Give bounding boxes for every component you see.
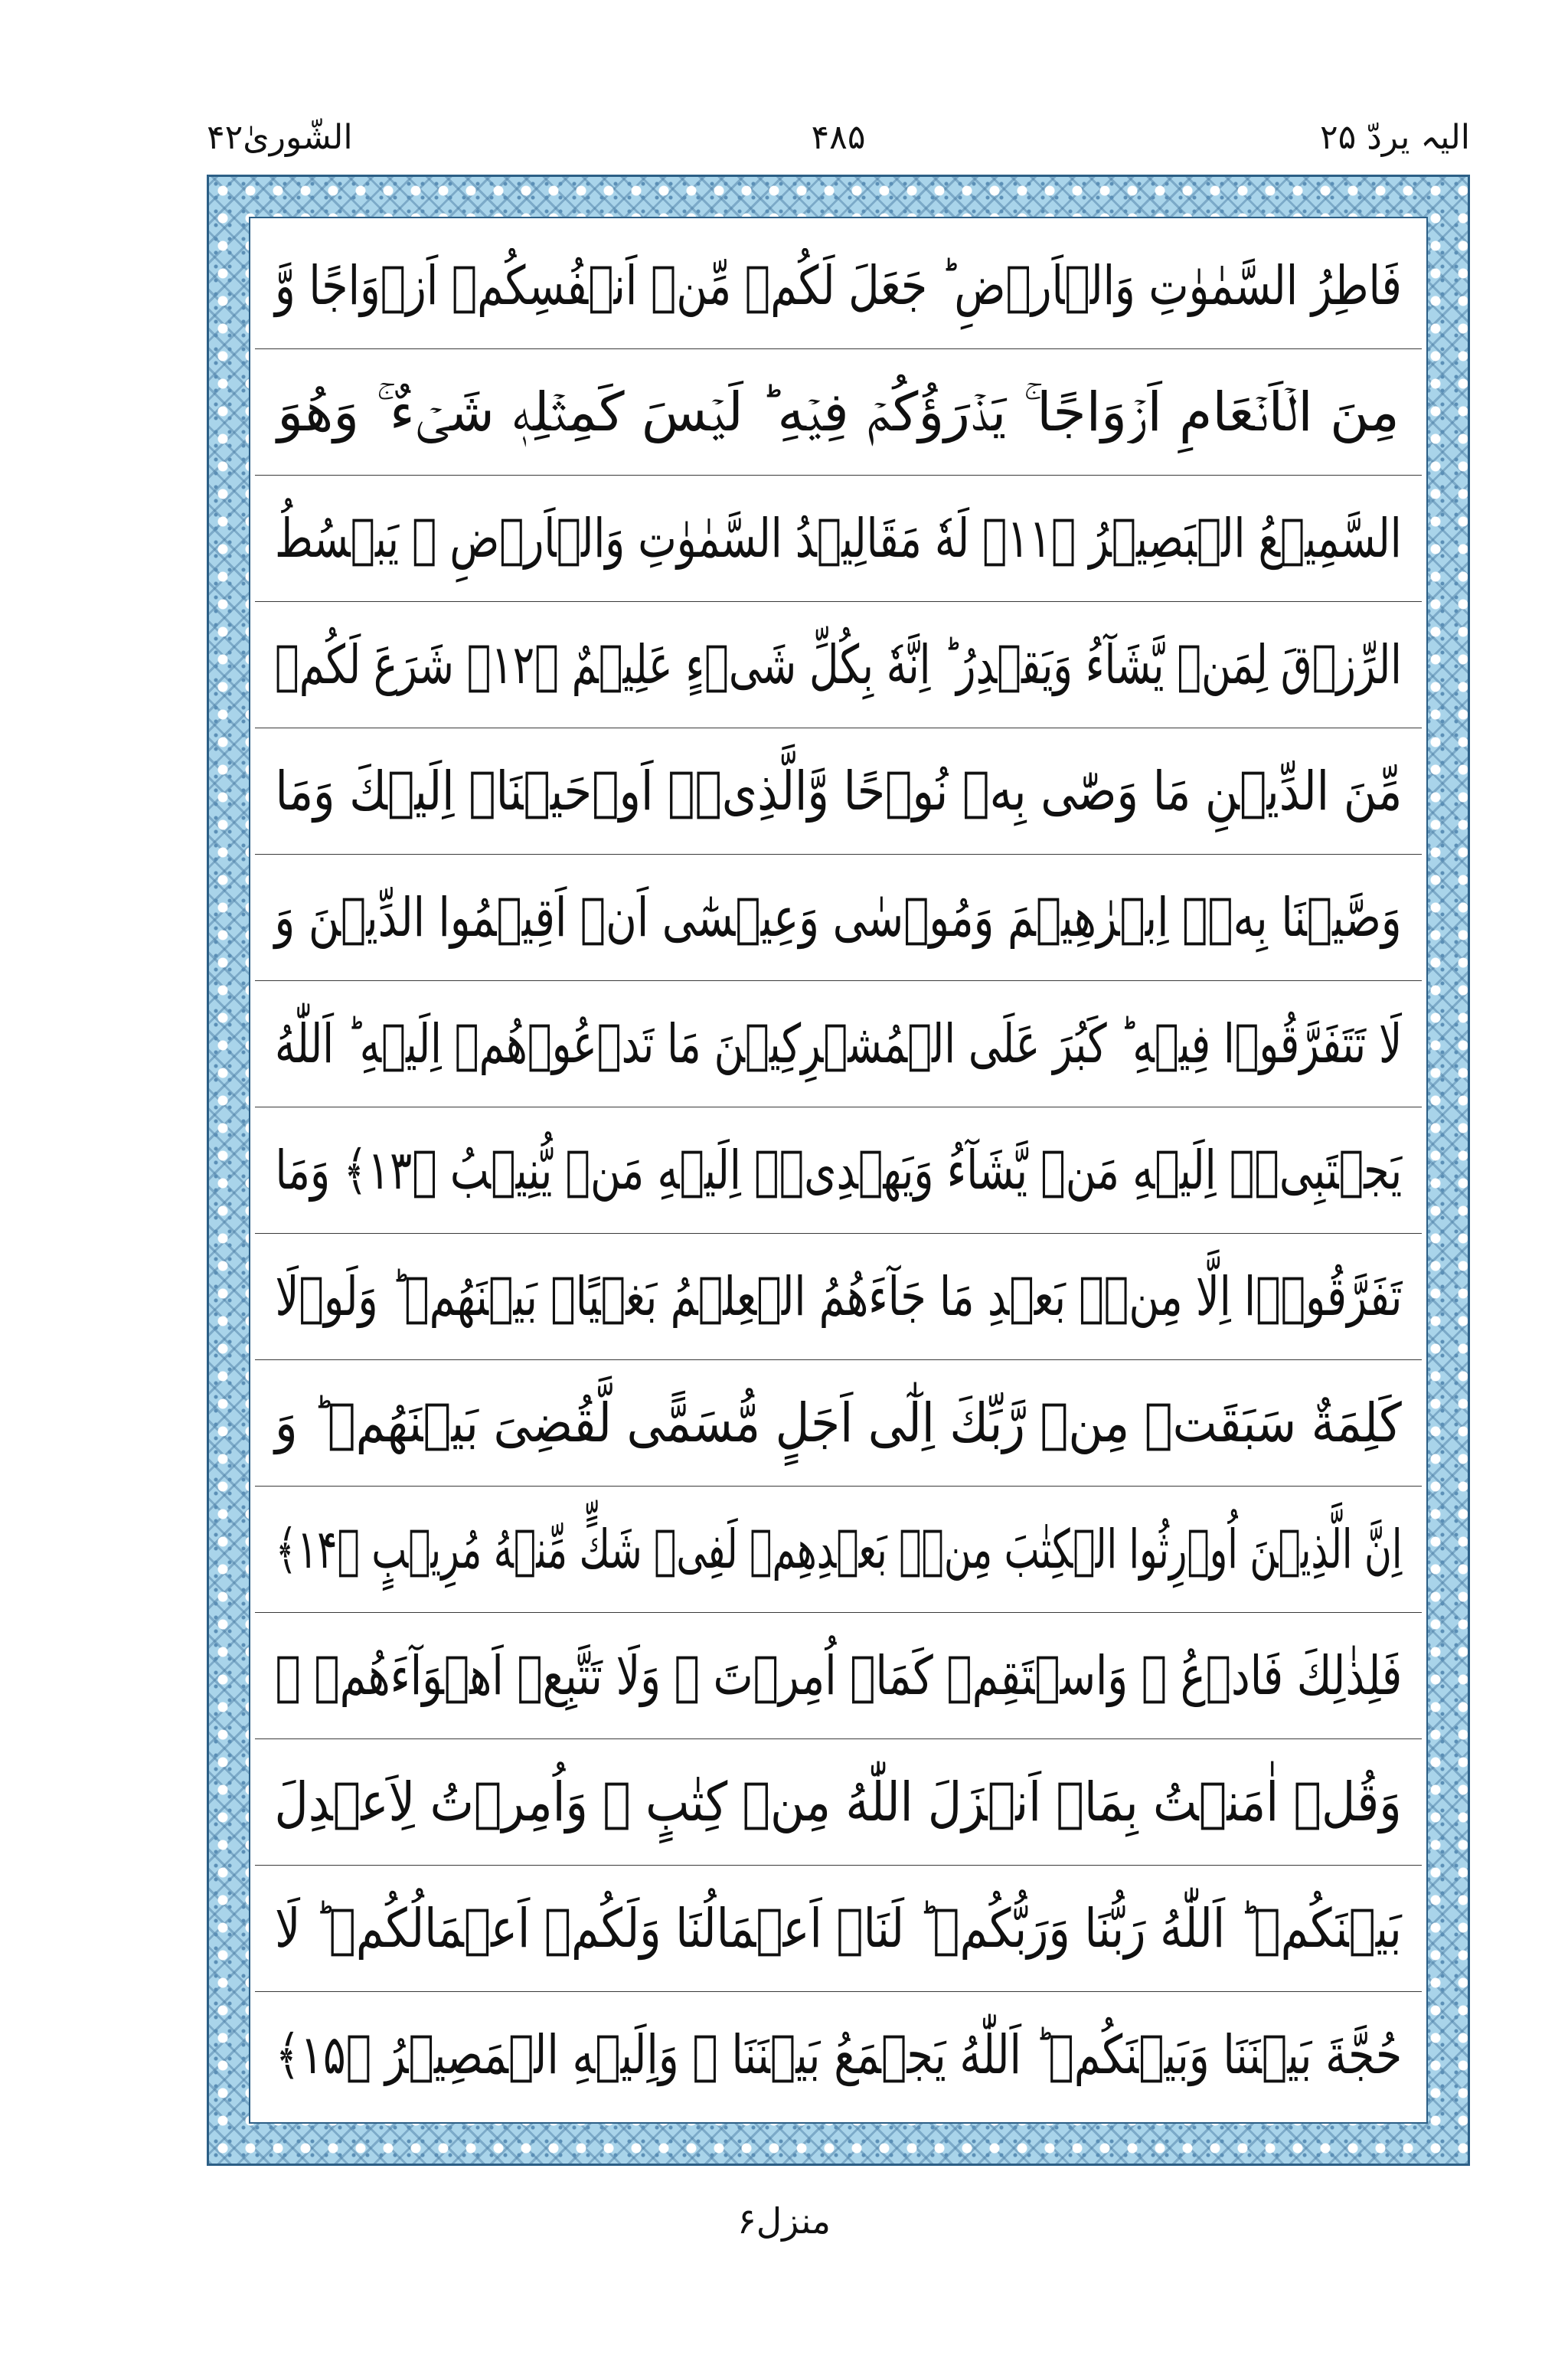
verse-line-10	[255, 1360, 1422, 1487]
verse-line-text: لَا تَتَفَرَّقُوۡا فِيۡهِ ؕ كَبُرَ عَلَى الۡمُشۡرِكِيۡنَ مَا تَدۡعُوۡهُمۡ اِلَيۡهِ ؕ اَللّٰهُ	[274, 1012, 1403, 1075]
verse-line-6	[255, 855, 1422, 981]
verse-line-text: وَقُلۡ اٰمَنۡتُ بِمَاۤ اَنۡزَلَ اللّٰهُ مِنۡ كِتٰبٍ ۚ وَاُمِرۡتُ لِاَعۡدِلَ	[274, 1770, 1403, 1833]
verse-line-12	[255, 1613, 1422, 1739]
page-header	[207, 107, 1470, 176]
verse-line-text: حُجَّةَ بَيۡنَنَا وَبَيۡنَكُمۡ ؕ اَللّٰهُ يَجۡمَعُ بَيۡنَنَا ۚ وَاِلَيۡهِ الۡمَصِيۡرُ ﴿۱۵﴾	[275, 2023, 1402, 2086]
juz-label: الیہ یردّ ۲۵	[1319, 118, 1470, 157]
verse-line-11	[255, 1487, 1422, 1613]
verse-line-4	[255, 602, 1422, 728]
page-number: ۴۸۵	[811, 118, 866, 157]
verse-line-8	[255, 1107, 1422, 1234]
verse-line-text: فَاطِرُ السَّمٰوٰتِ وَالۡاَرۡضِ ؕ جَعَلَ لَكُمۡ مِّنۡ اَنۡفُسِكُمۡ اَزۡوَاجًا وَّ	[275, 253, 1402, 317]
verse-line-9	[255, 1234, 1422, 1360]
verse-line-13	[255, 1739, 1422, 1866]
verse-lines	[255, 223, 1422, 2118]
verse-line-14	[255, 1866, 1422, 1992]
surah-name-label: الشّوریٰ۴۲	[207, 118, 353, 157]
verse-line-1	[255, 223, 1422, 349]
verse-line-text: يَجۡتَبِىۡۤ اِلَيۡهِ مَنۡ يَّشَآءُ وَيَهۡدِىۡۤ اِلَيۡهِ مَنۡ يُّنِيۡبُ ﴿۱۳﴾ وَمَا	[275, 1138, 1402, 1202]
verse-line-text: السَّمِيۡعُ الۡبَصِيۡرُ ﴿۱۱﴾ لَهٗ مَقَالِيۡدُ السَّمٰوٰتِ وَالۡاَرۡضِ ۚ يَبۡسُطُ	[275, 506, 1402, 570]
manzil-footer: منزل۶	[737, 2200, 831, 2242]
verse-line-text: مِّنَ الدِّيۡنِ مَا وَصّٰى بِهٖ نُوۡحًا وَّالَّذِىۡۤ اَوۡحَيۡنَاۤ اِلَيۡكَ وَمَا	[275, 759, 1402, 823]
text-panel	[249, 217, 1428, 2124]
verse-line-text: تَفَرَّقُوۡۤا اِلَّا مِنۡۢ بَعۡدِ مَا جَآءَهُمُ الۡعِلۡمُ بَغۡيًاۢ بَيۡنَهُمۡ ؕ وَلَوۡلَا	[274, 1264, 1402, 1328]
verse-line-text: اِنَّ الَّذِيۡنَ اُوۡرِثُوا الۡكِتٰبَ مِنۡۢ بَعۡدِهِمۡ لَفِىۡ شَكٍّ مِّنۡهُ مُرِيۡبٍ ﴿۱۴﴾	[275, 1517, 1402, 1581]
verse-line-text: بَيۡنَكُمۡ ؕ اَللّٰهُ رَبُّنَا وَرَبُّكُمۡ ؕ لَنَاۤ اَعۡمَالُنَا وَلَكُمۡ اَعۡمَالُكُمۡ ؕ لَا	[275, 1896, 1402, 1960]
ornamental-border-frame	[207, 175, 1470, 2166]
verse-line-text: الرِّزۡقَ لِمَنۡ يَّشَآءُ وَيَقۡدِرُ ؕ اِنَّهٗ بِكُلِّ شَىۡءٍ عَلِيۡمٌ ﴿۱۲﴾ شَرَعَ لَكُمۡ	[275, 633, 1402, 696]
verse-line-text: فَلِذٰلِكَ فَادۡعُ ۚ وَاسۡتَقِمۡ كَمَاۤ اُمِرۡتَ ۚ وَلَا تَتَّبِعۡ اَهۡوَآءَهُمۡ ۚ	[275, 1644, 1402, 1707]
verse-line-3	[255, 476, 1422, 602]
verse-line-7	[255, 981, 1422, 1107]
verse-line-text: كَلِمَةٌ سَبَقَتۡ مِنۡ رَّبِّكَ اِلٰٓى اَجَلٍ مُّسَمًّى لَّقُضِىَ بَيۡنَهُمۡ ؕ وَ	[275, 1391, 1402, 1454]
verse-line-2	[255, 349, 1422, 476]
verse-line-text: مِنَ الۡاَنۡعَامِ اَزۡوَاجًا ۚ يَذۡرَؤُكُمۡ فِيۡهِ ؕ لَيۡسَ كَمِثۡلِهٖ شَىۡءٌ ۚ وَهُوَ	[277, 380, 1400, 443]
verse-line-text: وَصَّيۡنَا بِهٖۤ اِبۡرٰهِيۡمَ وَمُوۡسٰى وَعِيۡسٰٓى اَنۡ اَقِيۡمُوا الدِّيۡنَ وَ	[274, 885, 1403, 949]
verse-line-5	[255, 728, 1422, 855]
verse-line-15	[255, 1992, 1422, 2118]
